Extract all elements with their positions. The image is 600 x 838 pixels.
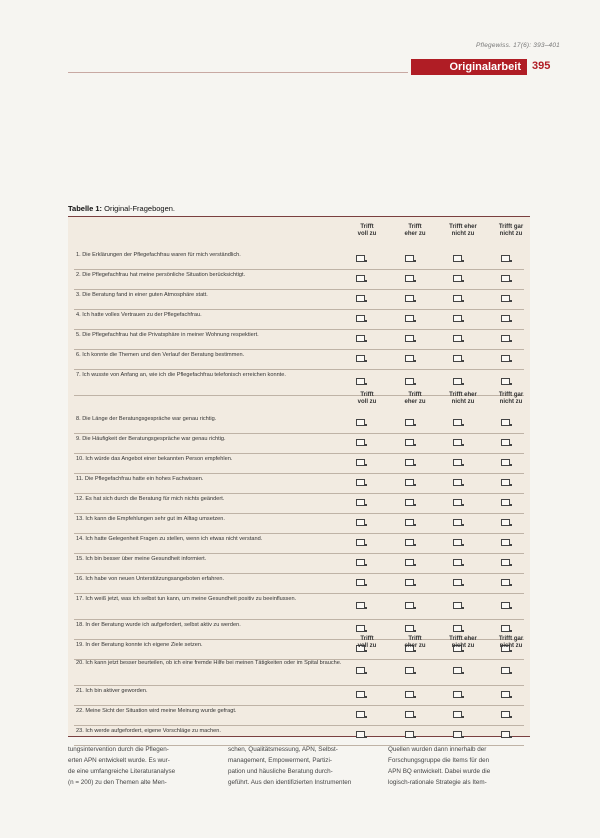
question-text: 14. Ich hatte Gelegenheit Fragen zu stellen, wenn ich etwas nicht verstand. [76, 536, 263, 542]
answer-checkbox[interactable] [501, 439, 510, 446]
answer-checkbox[interactable] [405, 499, 414, 506]
question-row [74, 553, 524, 574]
question-text: 16. Ich habe von neuen Unterstützungsangeboten erfahren. [76, 576, 225, 582]
column-header-line: voll zu [357, 231, 377, 237]
answer-checkbox[interactable] [405, 315, 414, 322]
question-row [74, 593, 524, 620]
column-header-line: nicht zu [499, 643, 523, 649]
column-header-line: Trifft [360, 636, 374, 642]
question-text: 6. Ich konnte die Themen und den Verlauf der Beratung bestimmen. [76, 352, 245, 358]
answer-checkbox[interactable] [405, 539, 414, 546]
answer-checkbox[interactable] [453, 295, 462, 302]
column-header-line: nicht zu [451, 399, 475, 405]
question-text: 10. Ich würde das Angebot einer bekannten Person empfehlen. [76, 456, 233, 462]
answer-checkbox[interactable] [453, 255, 462, 262]
answer-checkbox[interactable] [405, 295, 414, 302]
column-header-line: Trifft eher [449, 636, 477, 642]
answer-checkbox[interactable] [453, 315, 462, 322]
answer-checkbox[interactable] [356, 667, 365, 674]
answer-checkbox[interactable] [356, 602, 365, 609]
question-row [74, 349, 524, 370]
column-header-line: eher zu [404, 399, 426, 405]
section-rubric: Originalarbeit [411, 59, 527, 75]
question-row [74, 573, 524, 594]
answer-checkbox[interactable] [405, 667, 414, 674]
column-header-line: nicht zu [499, 231, 523, 237]
answer-checkbox[interactable] [356, 275, 365, 282]
answer-checkbox[interactable] [405, 355, 414, 362]
answer-checkbox[interactable] [501, 519, 510, 526]
answer-checkbox[interactable] [405, 559, 414, 566]
answer-checkbox[interactable] [356, 499, 365, 506]
answer-checkbox[interactable] [356, 355, 365, 362]
answer-checkbox[interactable] [356, 579, 365, 586]
answer-checkbox[interactable] [501, 295, 510, 302]
column-header-row [68, 385, 530, 415]
column-header-line: nicht zu [451, 231, 475, 237]
column-header-row [68, 217, 530, 247]
question-text: 1. Die Erklärungen der Pflegefachfrau waren für mich verständlich. [76, 252, 241, 258]
table-caption [68, 204, 175, 213]
answer-checkbox[interactable] [453, 731, 462, 738]
column-header-line: Trifft [360, 224, 374, 230]
question-row [74, 249, 524, 270]
column-header-line: Trifft eher [449, 224, 477, 230]
question-row [74, 685, 524, 706]
answer-checkbox[interactable] [356, 378, 365, 385]
answer-checkbox[interactable] [501, 335, 510, 342]
question-text: 7. Ich wusste von Anfang an, wie ich die Pflegefachfrau telefonisch erreichen konnte. [76, 372, 286, 378]
answer-checkbox[interactable] [501, 499, 510, 506]
answer-checkbox[interactable] [405, 335, 414, 342]
answer-checkbox[interactable] [453, 439, 462, 446]
column-header-line: Trifft [360, 392, 374, 398]
column-header [482, 224, 540, 238]
answer-checkbox[interactable] [356, 335, 365, 342]
column-header-line: Trifft [408, 392, 422, 398]
column-header-line: eher zu [404, 643, 426, 649]
column-header-line: Trifft [408, 224, 422, 230]
question-row [74, 269, 524, 290]
answer-checkbox[interactable] [356, 479, 365, 486]
question-text: 17. Ich weiß jetzt, was ich selbst tun kann, um meine Gesundheit positiv zu beeinflussen. [76, 596, 297, 602]
answer-checkbox[interactable] [453, 579, 462, 586]
answer-checkbox[interactable] [501, 691, 510, 698]
answer-checkbox[interactable] [405, 579, 414, 586]
answer-checkbox[interactable] [501, 459, 510, 466]
question-row [74, 413, 524, 434]
answer-checkbox[interactable] [453, 559, 462, 566]
question-text: 21. Ich bin aktiver geworden. [76, 688, 148, 694]
question-row [74, 705, 524, 726]
answer-checkbox[interactable] [405, 479, 414, 486]
column-header-line: Trifft gar [498, 636, 524, 642]
answer-checkbox[interactable] [501, 479, 510, 486]
question-row [74, 725, 524, 746]
answer-checkbox[interactable] [356, 539, 365, 546]
answer-checkbox[interactable] [501, 378, 510, 385]
question-row [74, 657, 524, 686]
question-row [74, 309, 524, 330]
question-text: 19. In der Beratung konnte ich eigene Ziele setzen. [76, 642, 203, 648]
question-text: 8. Die Länge der Beratungsgespräche war genau richtig. [76, 416, 217, 422]
question-row [74, 453, 524, 474]
question-text: 2. Die Pflegefachfrau hat meine persönliche Situation berücksichtigt. [76, 272, 246, 278]
question-row [74, 433, 524, 454]
answer-checkbox[interactable] [405, 459, 414, 466]
answer-checkbox[interactable] [501, 602, 510, 609]
body-text-column-2: schen, Qualitätsmessung, APN, Selbst- management, Empowerment, Partizi- pation und häusliche Beratung durch- geführt. Aus den identifizierten Instrumenten [228, 746, 352, 786]
column-header-row [68, 629, 530, 659]
question-text: 3. Die Beratung fand in einer guten Atmosphäre statt. [76, 292, 208, 298]
answer-checkbox[interactable] [501, 579, 510, 586]
question-text: 18. In der Beratung wurde ich aufgefordert, selbst aktiv zu werden. [76, 622, 241, 628]
journal-citation: Pflegewiss. 17(6): 393–401 [476, 42, 560, 49]
answer-checkbox[interactable] [356, 559, 365, 566]
answer-checkbox[interactable] [405, 378, 414, 385]
answer-checkbox[interactable] [405, 419, 414, 426]
answer-checkbox[interactable] [501, 711, 510, 718]
table-caption-label: Tabelle 1: [68, 204, 103, 213]
answer-checkbox[interactable] [501, 667, 510, 674]
column-header-line: Trifft [408, 636, 422, 642]
answer-checkbox[interactable] [501, 255, 510, 262]
body-text-column-3: Quellen wurden dann innerhalb der Forschungsgruppe die Items für den APN BQ entwickelt. Dabei wurde die logisch-rationale Strategie als Item- [388, 746, 491, 786]
column-header-line: voll zu [357, 643, 377, 649]
question-text: 9. Die Häufigkeit der Beratungsgespräche war genau richtig. [76, 436, 226, 442]
question-row [74, 533, 524, 554]
answer-checkbox[interactable] [356, 691, 365, 698]
answer-checkbox[interactable] [356, 419, 365, 426]
question-text: 12. Es hat sich durch die Beratung für mich nichts geändert. [76, 496, 225, 502]
answer-checkbox[interactable] [501, 315, 510, 322]
column-header-line: nicht zu [499, 399, 523, 405]
answer-checkbox[interactable] [501, 275, 510, 282]
question-text: 4. Ich hatte volles Vertrauen zu der Pflegefachfrau. [76, 312, 202, 318]
answer-checkbox[interactable] [405, 255, 414, 262]
header-rule [68, 72, 408, 73]
answer-checkbox[interactable] [453, 539, 462, 546]
answer-checkbox[interactable] [356, 315, 365, 322]
question-text: 23. Ich werde aufgefordert, eigene Vorschläge zu machen. [76, 728, 221, 734]
question-text: 20. Ich kann jetzt besser beurteilen, ob ich eine fremde Hilfe bei meinen Tätigkeiten oder im Spital brauche. [76, 660, 342, 666]
answer-checkbox[interactable] [453, 519, 462, 526]
answer-checkbox[interactable] [453, 667, 462, 674]
answer-checkbox[interactable] [405, 711, 414, 718]
question-text: 11. Die Pflegefachfrau hatte ein hohes Fachwissen. [76, 476, 204, 482]
answer-checkbox[interactable] [453, 602, 462, 609]
column-header-line: Trifft gar [498, 224, 524, 230]
answer-checkbox[interactable] [453, 419, 462, 426]
answer-checkbox[interactable] [405, 439, 414, 446]
column-header-line: Trifft eher [449, 392, 477, 398]
question-row [74, 493, 524, 514]
answer-checkbox[interactable] [356, 519, 365, 526]
question-row [74, 513, 524, 534]
answer-checkbox[interactable] [356, 295, 365, 302]
answer-checkbox[interactable] [356, 255, 365, 262]
answer-checkbox[interactable] [356, 459, 365, 466]
table-caption-text: Original-Fragebogen. [102, 204, 176, 213]
answer-checkbox[interactable] [453, 355, 462, 362]
answer-checkbox[interactable] [453, 499, 462, 506]
question-row [74, 329, 524, 350]
column-header [482, 392, 540, 406]
answer-checkbox[interactable] [501, 355, 510, 362]
answer-checkbox[interactable] [453, 479, 462, 486]
column-header-line: nicht zu [451, 643, 475, 649]
page-number: 395 [532, 60, 551, 72]
answer-checkbox[interactable] [356, 711, 365, 718]
question-row [74, 473, 524, 494]
answer-checkbox[interactable] [501, 731, 510, 738]
answer-checkbox[interactable] [453, 378, 462, 385]
answer-checkbox[interactable] [453, 691, 462, 698]
answer-checkbox[interactable] [453, 711, 462, 718]
question-text: 5. Die Pflegefachfrau hat die Privatsphäre in meiner Wohnung respektiert. [76, 332, 259, 338]
column-header-line: eher zu [404, 231, 426, 237]
answer-checkbox[interactable] [405, 602, 414, 609]
answer-checkbox[interactable] [405, 275, 414, 282]
question-row [74, 289, 524, 310]
column-header-line: Trifft gar [498, 392, 524, 398]
questionnaire-table [68, 216, 530, 737]
answer-checkbox[interactable] [501, 419, 510, 426]
answer-checkbox[interactable] [405, 519, 414, 526]
answer-checkbox[interactable] [405, 731, 414, 738]
answer-checkbox[interactable] [356, 731, 365, 738]
column-header-line: voll zu [357, 399, 377, 405]
answer-checkbox[interactable] [501, 559, 510, 566]
answer-checkbox[interactable] [453, 275, 462, 282]
question-text: 22. Meine Sicht der Situation wird meine Meinung wurde gefragt. [76, 708, 237, 714]
question-text: 13. Ich kann die Empfehlungen sehr gut im Alltag umsetzen. [76, 516, 225, 522]
answer-checkbox[interactable] [405, 691, 414, 698]
column-header [482, 636, 540, 650]
body-text-column-1: tungsintervention durch die Pflegen- erten APN entwickelt wurde. Es wur- de eine umfangreiche Literaturanalyse (n = 200) zu den Themen alte Men- [68, 746, 176, 786]
answer-checkbox[interactable] [501, 539, 510, 546]
question-text: 15. Ich bin besser über meine Gesundheit informiert. [76, 556, 207, 562]
answer-checkbox[interactable] [453, 335, 462, 342]
answer-checkbox[interactable] [356, 439, 365, 446]
answer-checkbox[interactable] [453, 459, 462, 466]
